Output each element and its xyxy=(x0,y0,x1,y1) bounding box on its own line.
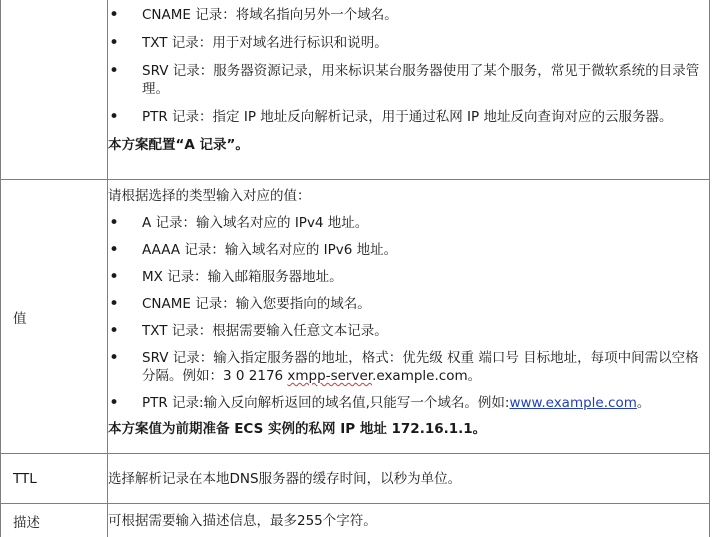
row-content-cell xyxy=(108,180,710,454)
row-label: 描述 xyxy=(13,514,40,531)
value-intro: 请根据选择的类型输入对应的值： xyxy=(108,188,311,204)
row-label-cell xyxy=(1,454,108,504)
list-item: • MX 记录：输入邮箱服务器地址。 xyxy=(108,268,709,286)
value-note: 本方案值为前期准备 ECS 实例的私网 IP 地址 172.16.1.1。 xyxy=(108,421,487,437)
row-label: 值 xyxy=(13,310,27,327)
row-content-cell xyxy=(108,0,710,180)
list-item: • SRV 记录：服务器资源记录，用来标识某台服务器使用了某个服务，常见于微软系统的目录管理。 xyxy=(108,62,709,98)
row-label-cell xyxy=(1,180,108,454)
list-item-ptr xyxy=(108,394,709,412)
list-item-srv xyxy=(108,349,709,385)
list-item: • CNAME 记录：输入您要指向的域名。 xyxy=(108,295,709,313)
row-label-cell xyxy=(1,504,108,537)
table-row xyxy=(1,454,710,504)
value-list xyxy=(108,214,709,412)
list-item: • TXT 记录：根据需要输入任意文本记录。 xyxy=(108,322,709,340)
ttl-description: 选择解析记录在本地DNS服务器的缓存时间，以秒为单位。 xyxy=(108,470,462,487)
ptr-suffix: 。 xyxy=(636,395,651,411)
row-content-cell xyxy=(108,454,710,504)
list-item: • A 记录：输入域名对应的 IPv4 地址。 xyxy=(108,214,709,232)
row-label-cell xyxy=(1,0,108,180)
table-row xyxy=(1,504,710,537)
srv-host: xmpp-server xyxy=(287,368,373,384)
ptr-text: PTR 记录:输入反向解析返回的域名值,只能写一个域名。例如: xyxy=(142,395,510,411)
list-item: • AAAA 记录：输入域名对应的 IPv6 地址。 xyxy=(108,241,709,259)
record-type-list xyxy=(108,6,709,126)
row-label: TTL xyxy=(13,470,37,487)
desc-description: 可根据需要输入描述信息，最多255个字符。 xyxy=(108,512,377,529)
example-link[interactable]: www.example.com xyxy=(509,395,637,411)
table-row xyxy=(1,0,710,180)
list-item: • TXT 记录：用于对域名进行标识和说明。 xyxy=(108,34,709,52)
table-row xyxy=(1,180,710,454)
config-note: 本方案配置“A 记录”。 xyxy=(108,137,249,153)
row-content-cell xyxy=(108,504,710,537)
srv-suffix: .example.com。 xyxy=(372,368,482,384)
list-item: • CNAME 记录：将域名指向另外一个域名。 xyxy=(108,6,709,24)
srv-text: SRV 记录：输入指定服务器的地址，格式：优先级 权重 端口号 目标地址，每项中间需以空格分隔。例如：3 0 2176 xyxy=(142,350,699,384)
list-item: • PTR 记录：指定 IP 地址反向解析记录，用于通过私网 IP 地址反向查询对应的云服务器。 xyxy=(108,108,709,126)
